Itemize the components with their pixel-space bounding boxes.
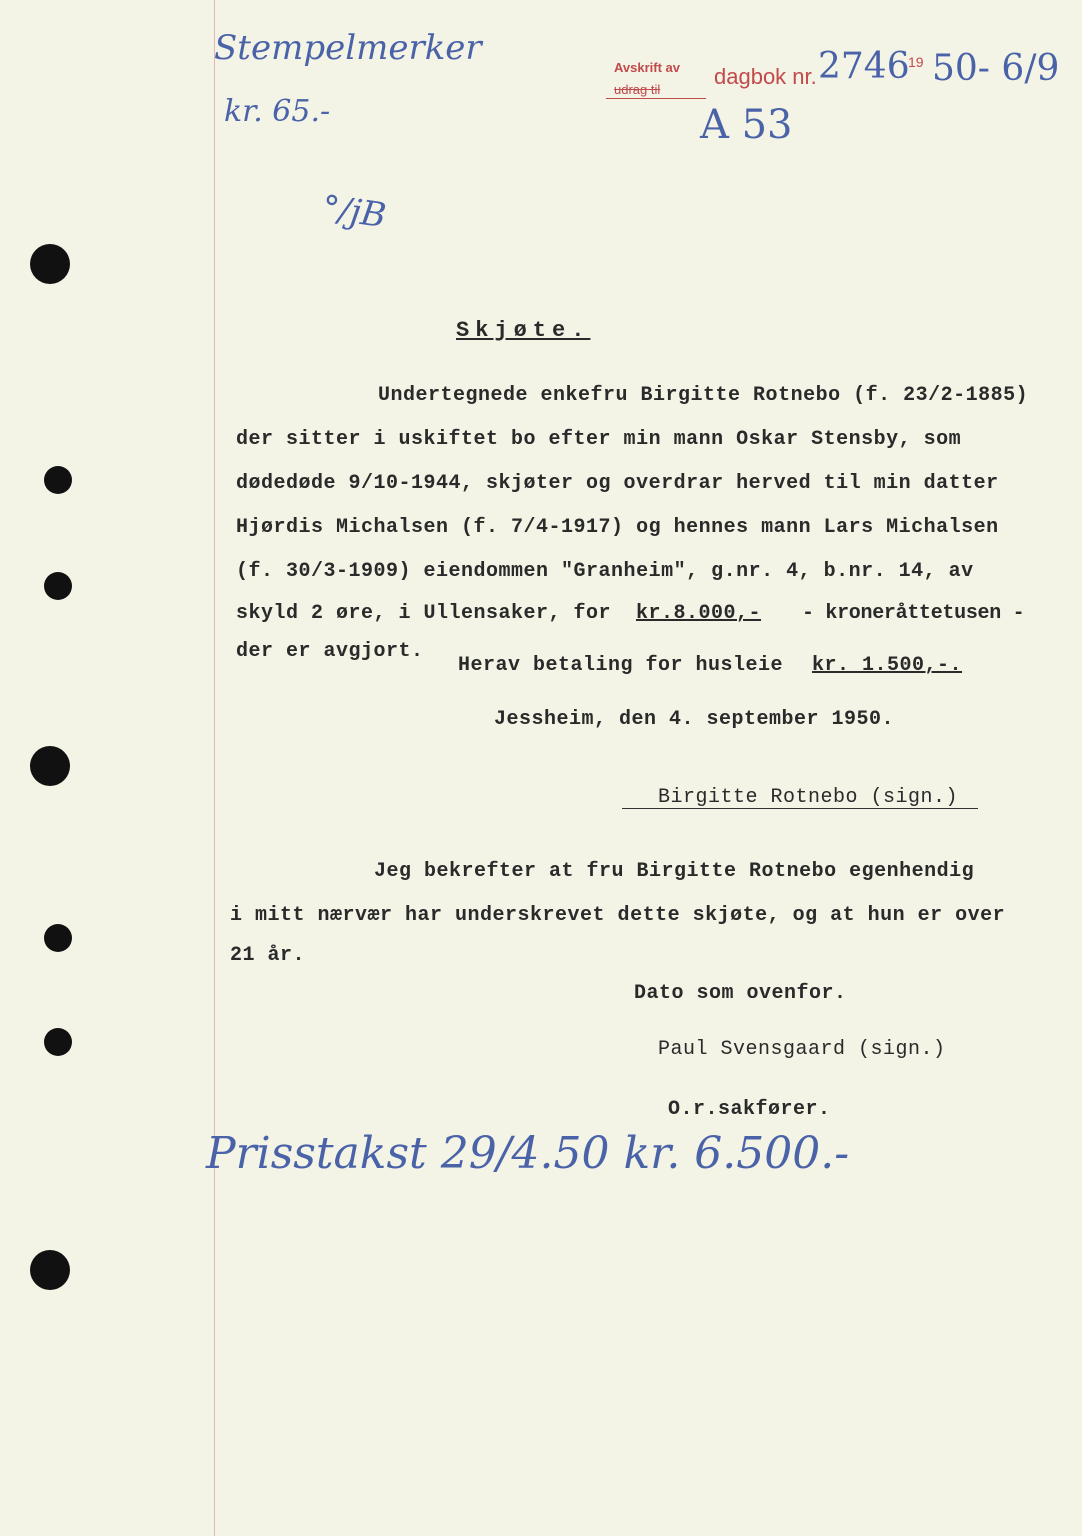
page-title: Skjøte.: [456, 318, 591, 343]
deed-line: Herav betaling for husleie: [458, 654, 784, 677]
grantor-signature: Birgitte Rotnebo (sign.): [658, 786, 959, 809]
punch-hole: [44, 572, 72, 600]
margin-rule: [214, 0, 215, 1536]
punch-hole: [44, 924, 72, 952]
stamp-rule: [606, 98, 706, 99]
punch-hole: [30, 746, 70, 786]
deed-line: skyld 2 øre, i Ullensaker, for: [236, 602, 612, 625]
rent-amount: kr. 1.500,-.: [812, 654, 963, 677]
punch-hole: [30, 244, 70, 284]
deed-line: der sitter i uskiftet bo efter min mann Oskar Stensby, som: [236, 428, 962, 451]
purchase-price: kr.8.000,-: [636, 602, 762, 625]
punch-hole: [44, 466, 72, 494]
witness-title: O.r.sakfører.: [668, 1098, 831, 1121]
dagbok-date: 50- 6/9: [932, 48, 1060, 89]
punch-hole: [44, 1028, 72, 1056]
stamp-label-top: Avskrift av: [614, 60, 680, 75]
deed-line: der er avgjort.: [236, 640, 424, 663]
deed-line: (f. 30/3-1909) eiendommen "Granheim", g.nr. 4, b.nr. 14, av: [236, 560, 974, 583]
dagbok-entry: 2746: [818, 46, 910, 87]
deed-line: dødedøde 9/10-1944, skjøter og overdrar herved til min datter: [236, 472, 999, 495]
initials-mark: °/jB: [319, 187, 389, 237]
stamp-duty-amount: kr. 65.-: [224, 94, 331, 129]
price-in-words: - kroneråttetusen -: [802, 602, 1025, 625]
punch-hole: [30, 1250, 70, 1290]
attestation-line: i mitt nærvær har underskrevet dette skjøte, og at hun er over: [230, 904, 1006, 927]
deed-line: Hjørdis Michalsen (f. 7/4-1917) og hennes mann Lars Michalsen: [236, 516, 999, 539]
date-note: Dato som ovenfor.: [634, 982, 847, 1005]
year-prefix: 19: [908, 54, 924, 70]
page-number: A 53: [700, 102, 793, 148]
price-assessment-note: Prisstakst 29/4.50 kr. 6.500.-: [206, 1128, 850, 1179]
attestation-line: 21 år.: [230, 944, 306, 967]
dagbok-label: dagbok nr.: [714, 64, 817, 89]
stamp-label-bottom: udrag til: [614, 82, 661, 97]
place-date: Jessheim, den 4. september 1950.: [494, 708, 895, 731]
stamp-duty-note: Stempelmerker: [214, 28, 482, 68]
deed-line: Undertegnede enkefru Birgitte Rotnebo (f. 23/2-1885): [378, 384, 1029, 407]
attestation-line: Jeg bekrefter at fru Birgitte Rotnebo egenhendig: [374, 860, 975, 883]
witness-signature: Paul Svensgaard (sign.): [658, 1038, 946, 1061]
